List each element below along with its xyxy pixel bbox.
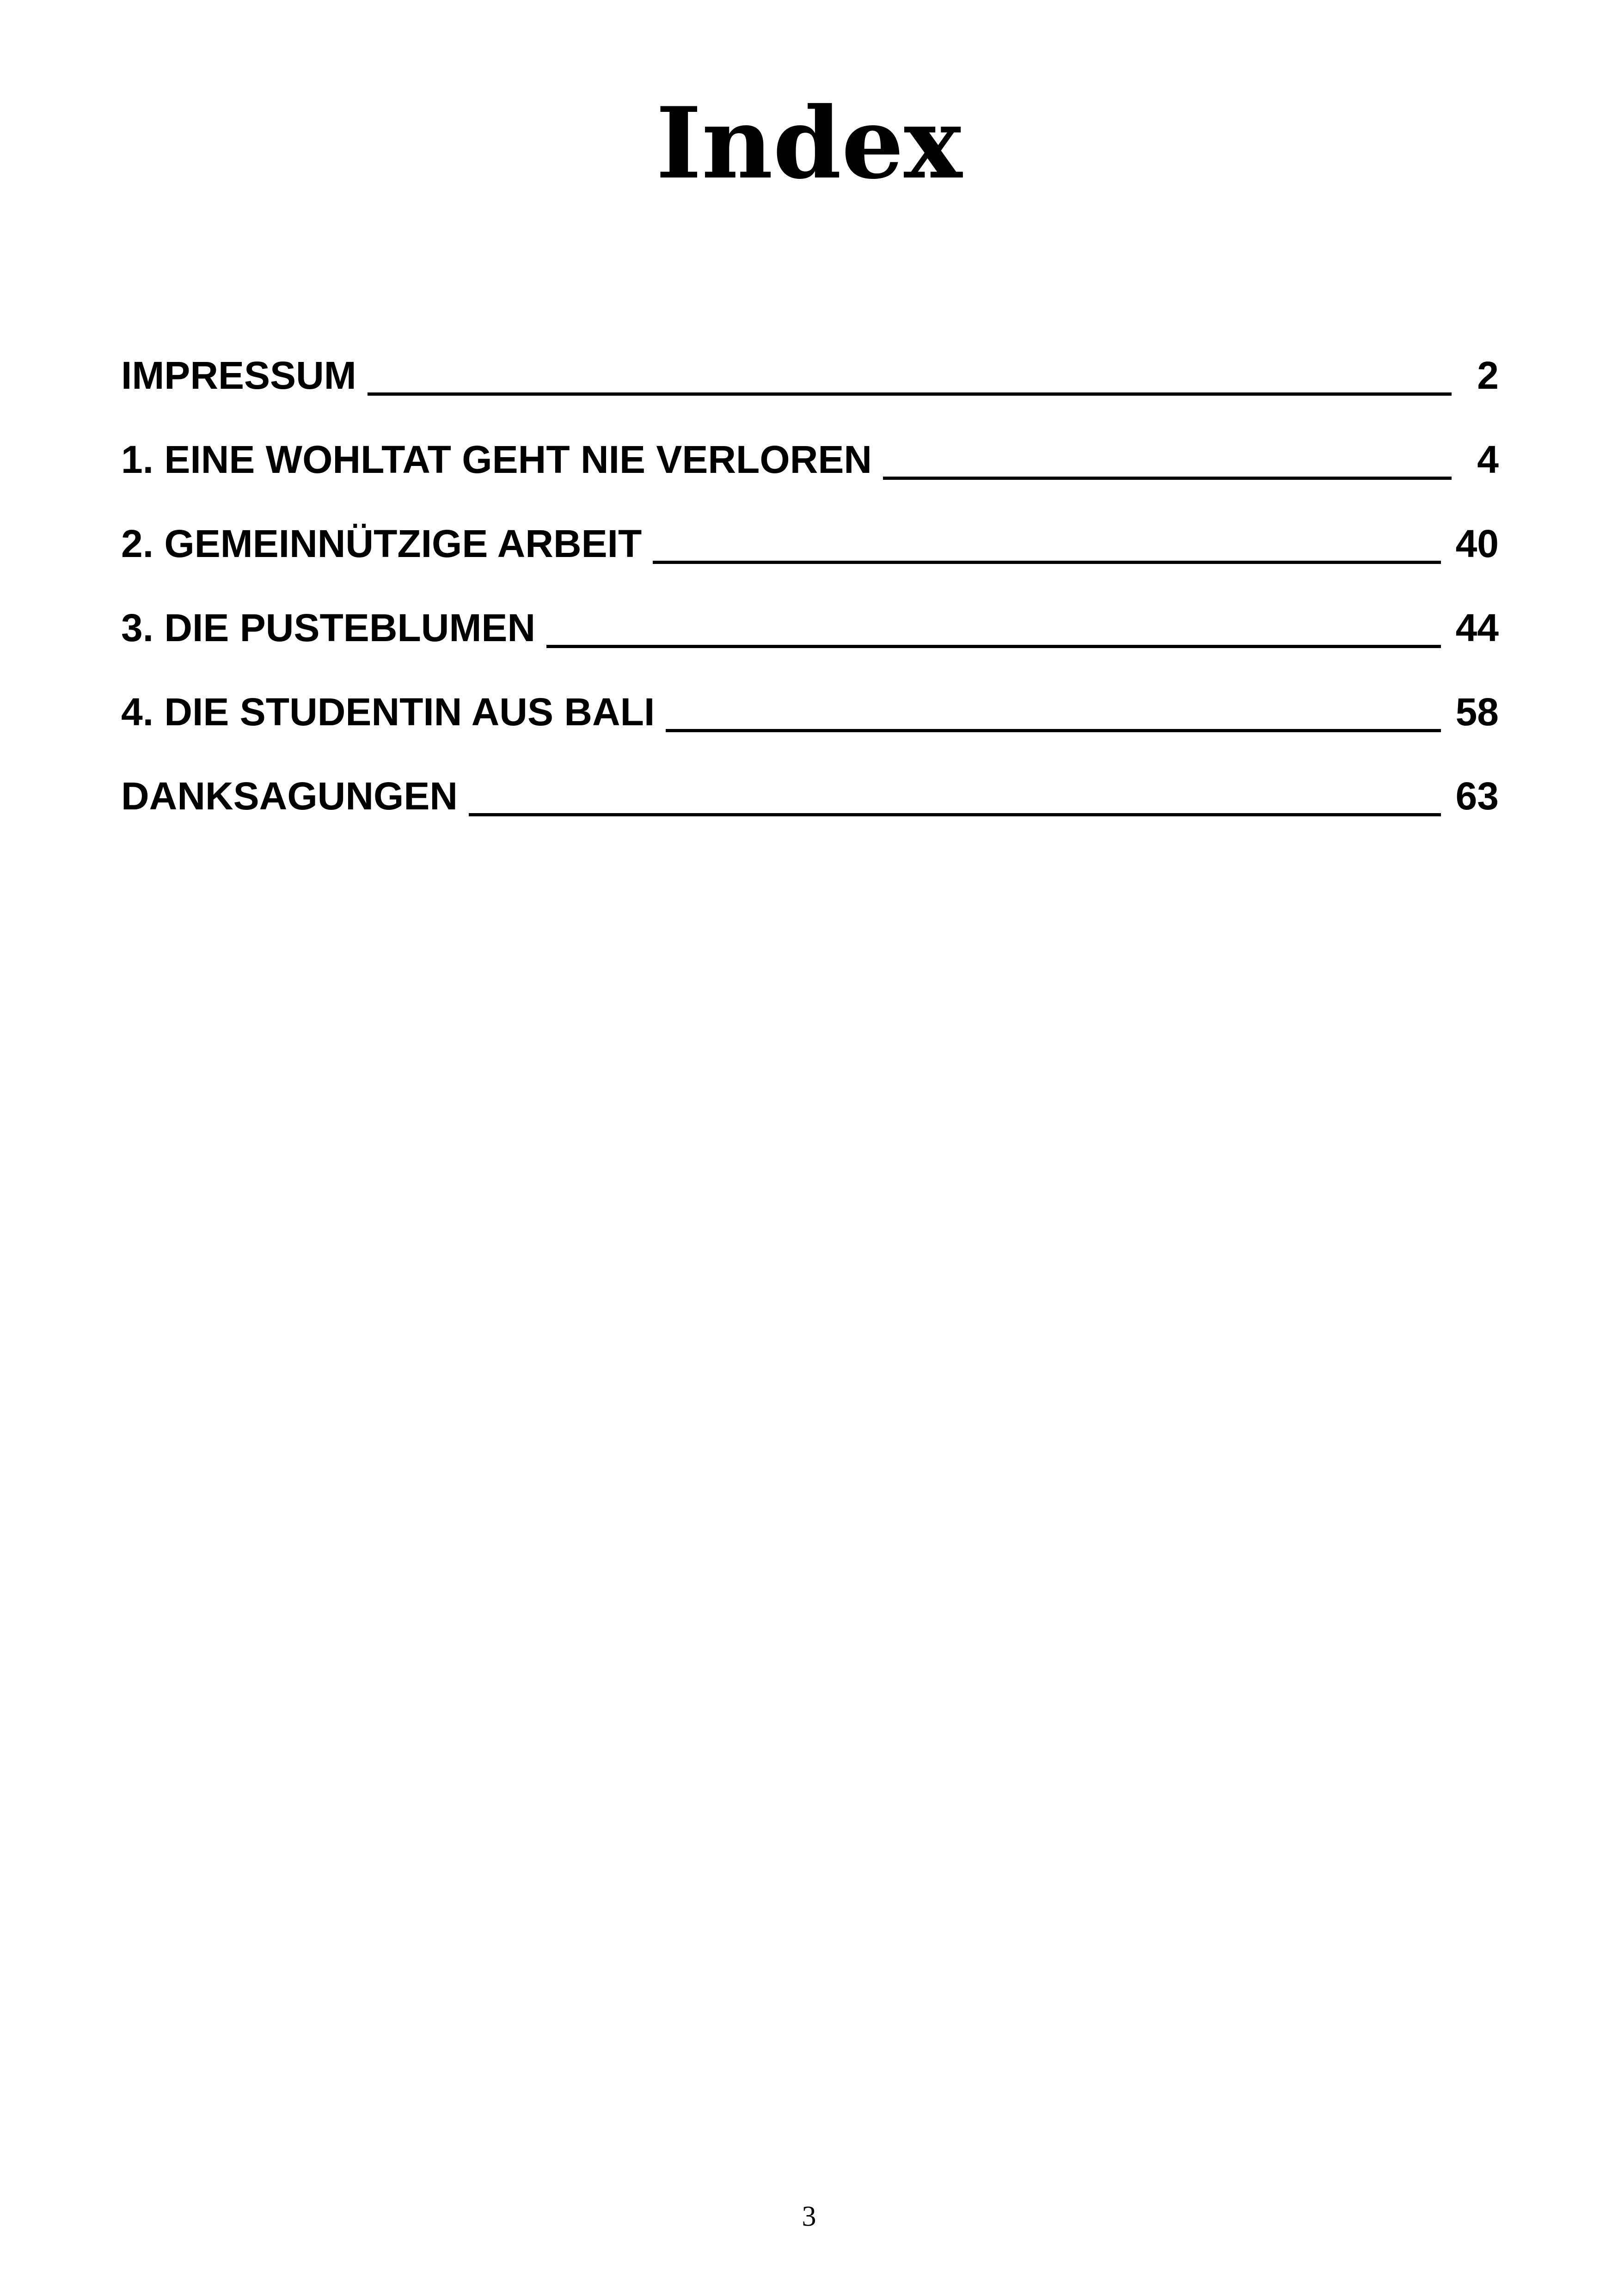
toc-leader-line — [666, 729, 1440, 732]
toc-entry-page: 63 — [1455, 774, 1499, 818]
toc-entry-label: IMPRESSUM — [121, 354, 356, 397]
page-title: Index — [656, 86, 962, 201]
toc-entry-danksagungen[interactable] — [121, 753, 1499, 838]
toc-entry-label: DANKSAGUNGEN — [121, 774, 458, 818]
toc-leader-line — [368, 392, 1452, 396]
toc-entry-label: 3. DIE PUSTEBLUMEN — [121, 606, 536, 649]
toc-entry-chapter-3[interactable] — [121, 585, 1499, 669]
toc-entry-page: 40 — [1455, 522, 1499, 565]
toc-entry-page: 44 — [1455, 606, 1499, 649]
toc-entry-chapter-1[interactable] — [121, 417, 1499, 501]
page-number: 3 — [802, 2201, 816, 2232]
toc-leader-line — [546, 645, 1440, 648]
toc-entry-page: 4 — [1477, 438, 1499, 481]
toc-entry-page: 2 — [1477, 354, 1499, 397]
toc-entry-page: 58 — [1455, 690, 1499, 734]
toc-entry-chapter-4[interactable] — [121, 669, 1499, 753]
toc-entry-impressum[interactable] — [121, 333, 1499, 417]
toc-entry-label: 1. EINE WOHLTAT GEHT NIE VERLOREN — [121, 438, 872, 481]
toc-leader-line — [469, 813, 1441, 816]
table-of-contents — [121, 333, 1499, 838]
toc-entry-label: 2. GEMEINNÜTZIGE ARBEIT — [121, 522, 642, 565]
toc-leader-line — [653, 561, 1440, 564]
toc-leader-line — [883, 477, 1452, 480]
toc-entry-chapter-2[interactable] — [121, 501, 1499, 585]
toc-entry-label: 4. DIE STUDENTIN AUS BALI — [121, 690, 655, 734]
